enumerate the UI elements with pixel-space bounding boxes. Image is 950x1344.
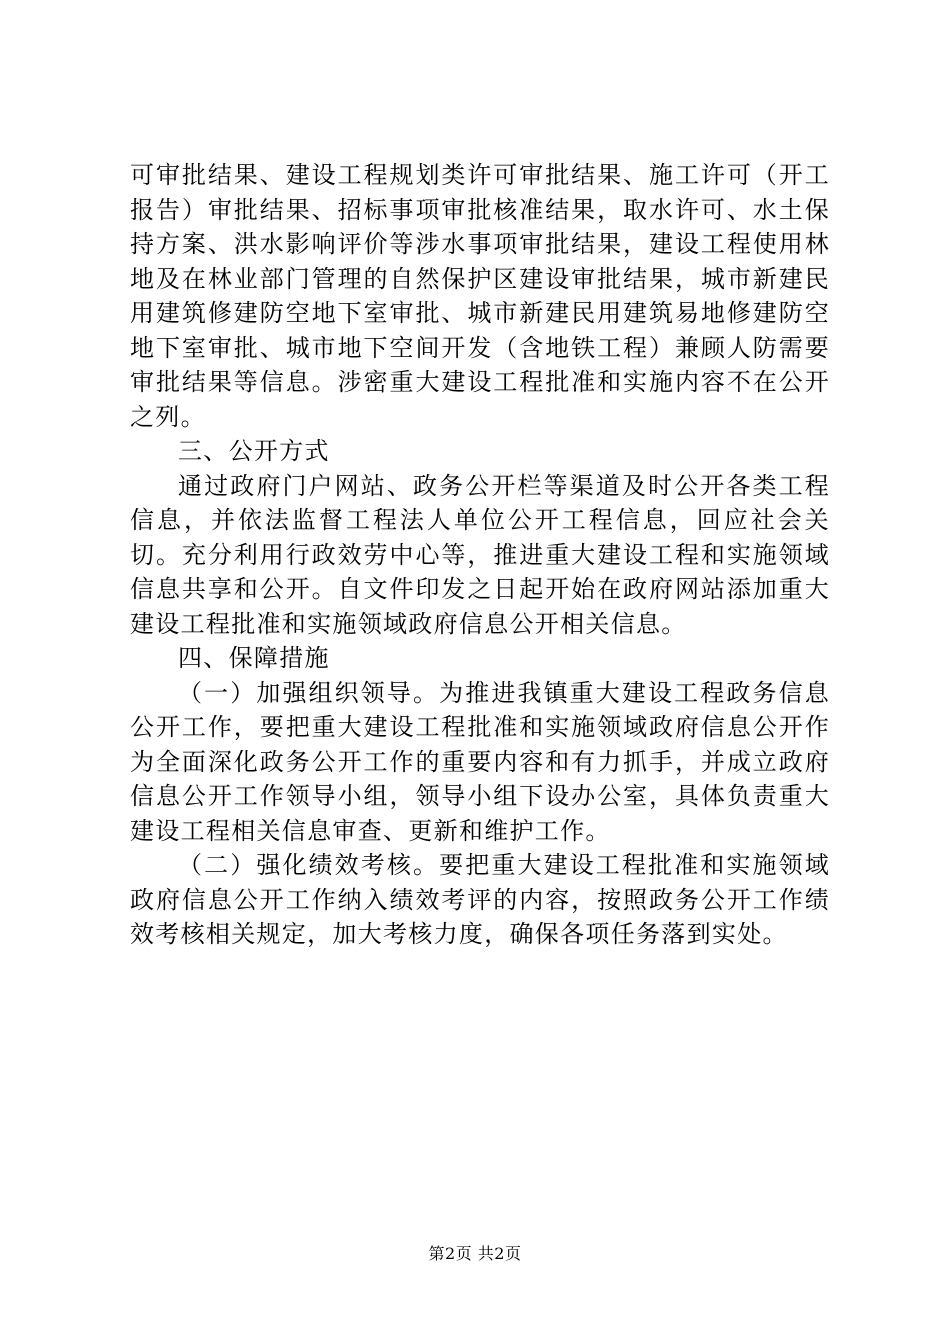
heading-disclosure-method: 三、公开方式: [178, 437, 330, 465]
heading-safeguard-measures: 四、保障措施: [178, 644, 330, 672]
paragraph-performance-assessment: （二）强化绩效考核。要把重大建设工程批准和实施领域政府信息公开工作纳入绩效考评的内容，按照政务公开工作绩效考核相关规定，加大考核力度，确保各项任务落到实处。: [130, 851, 830, 948]
paragraph-approval-results: 可审批结果、建设工程规划类许可审批结果、施工许可（开工报告）审批结果、招标事项审批核准结果，取水许可、水土保持方案、洪水影响评价等涉水事项审批结果，建设工程使用林地及在林业部门管理的自然保护区建设审批结果，城市新建民用建筑修建防空地下室审批、城市新建民用建筑易地修建防空地下室审批、城市地下空间开发（含地铁工程）兼顾人防需要审批结果等信息。涉密重大建设工程批准和实施内容不在公开之列。: [130, 161, 830, 431]
page-number-footer: 第2页 共2页: [428, 1244, 522, 1263]
paragraph-organization-leadership: （一）加强组织领导。为推进我镇重大建设工程政务信息公开工作，要把重大建设工程批准和实施领域政府信息公开作为全面深化政务公开工作的重要内容和有力抓手，并成立政府信息公开工作领导小组，领导小组下设办公室，具体负责重大建设工程相关信息审查、更新和维护工作。: [130, 678, 830, 845]
paragraph-disclosure-method: 通过政府门户网站、政务公开栏等渠道及时公开各类工程信息，并依法监督工程法人单位公开工程信息，回应社会关切。充分利用行政效劳中心等，推进重大建设工程和实施领域信息共享和公开。自文件印发之日起开始在政府网站添加重大建设工程批准和实施领域政府信息公开相关信息。: [130, 471, 830, 638]
document-body: [130, 158, 830, 952]
